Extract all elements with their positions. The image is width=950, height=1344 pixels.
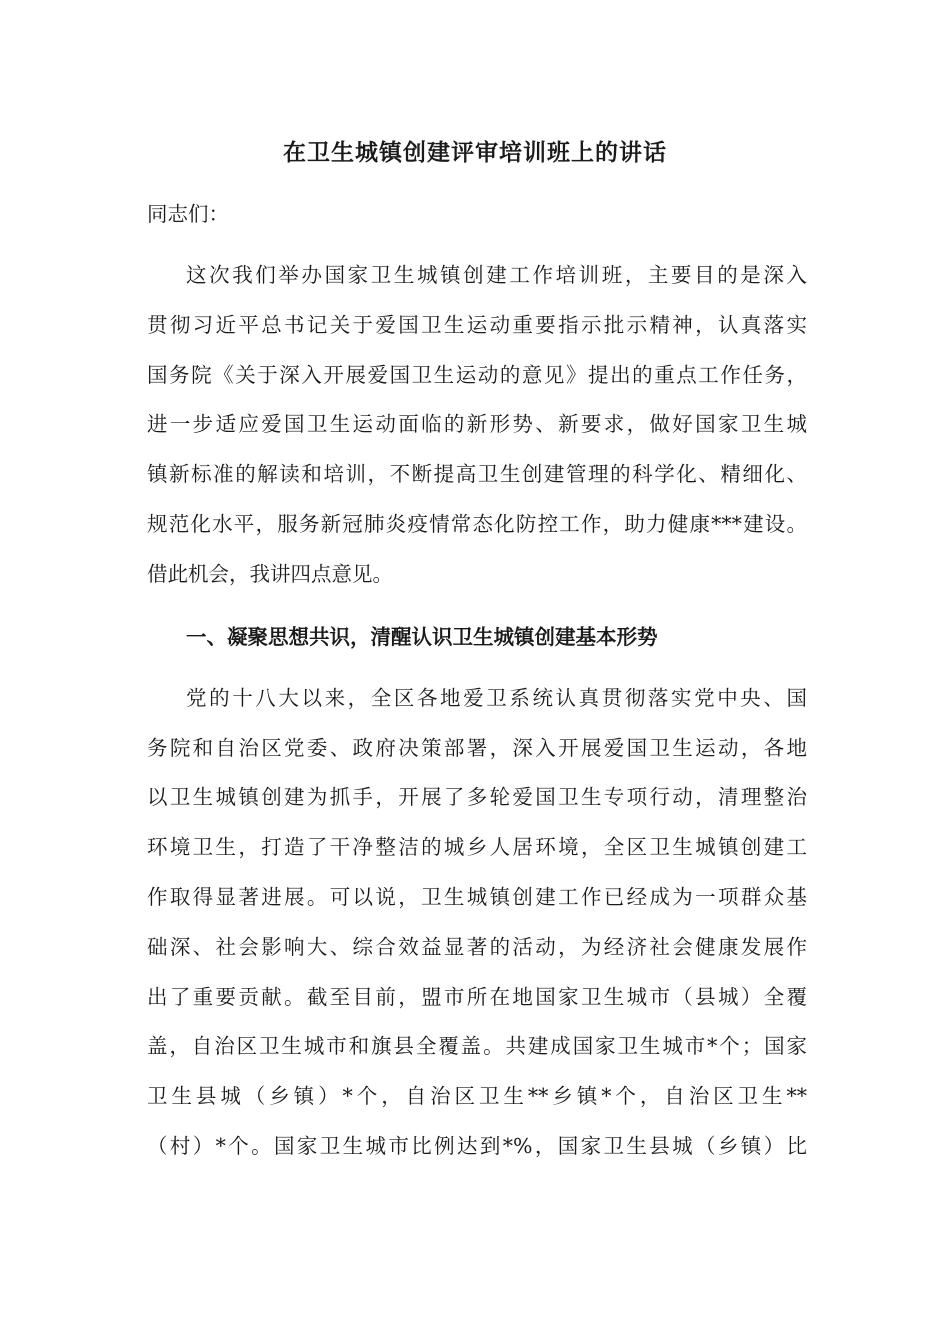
paragraph-line: 环境卫生，打造了干净整洁的城乡人居环境，全区卫生城镇创建工 bbox=[147, 835, 807, 859]
paragraph-line: 卫生县城（乡镇）*个，自治区卫生**乡镇*个，自治区卫生** bbox=[147, 1084, 807, 1108]
paragraph-line: 务院和自治区党委、政府决策部署，深入开展爱国卫生运动，各地 bbox=[147, 736, 807, 760]
paragraph-line: 出了重要贡献。截至目前，盟市所在地国家卫生城市（县城）全覆 bbox=[147, 985, 807, 1009]
salutation: 同志们： bbox=[147, 202, 229, 226]
paragraph-line: 镇新标准的解读和培训，不断提高卫生创建管理的科学化、精细化、 bbox=[147, 462, 807, 486]
paragraph-line: 规范化水平，服务新冠肺炎疫情常态化防控工作，助力健康***建设。 bbox=[147, 512, 807, 536]
paragraph-line: 作取得显著进展。可以说，卫生城镇创建工作已经成为一项群众基 bbox=[147, 885, 807, 909]
paragraph-line: 盖，自治区卫生城市和旗县全覆盖。共建成国家卫生城市*个；国家 bbox=[147, 1034, 807, 1058]
paragraph-line: 国务院《关于深入开展爱国卫生运动的意见》提出的重点工作任务， bbox=[147, 363, 807, 387]
paragraph-line: 借此机会，我讲四点意见。 bbox=[147, 562, 393, 586]
paragraph-line: 贯彻习近平总书记关于爱国卫生运动重要指示批示精神，认真落实 bbox=[147, 313, 807, 337]
paragraph-line: 础深、社会影响大、综合效益显著的活动，为经济社会健康发展作 bbox=[147, 935, 807, 959]
paragraph-line: 以卫生城镇创建为抓手，开展了多轮爱国卫生专项行动，清理整治 bbox=[147, 785, 807, 809]
paragraph-line: 党的十八大以来，全区各地爱卫系统认真贯彻落实党中央、国 bbox=[186, 686, 807, 710]
section-heading: 一、凝聚思想共识，清醒认识卫生城镇创建基本形势 bbox=[186, 625, 658, 649]
paragraph-line: 进一步适应爱国卫生运动面临的新形势、新要求，做好国家卫生城 bbox=[147, 412, 807, 436]
paragraph-line: （村）*个。国家卫生城市比例达到*%，国家卫生县城（乡镇）比 bbox=[147, 1134, 807, 1158]
paragraph-line: 这次我们举办国家卫生城镇创建工作培训班，主要目的是深入 bbox=[186, 263, 807, 287]
document-title: 在卫生城镇创建评审培训班上的讲话 bbox=[283, 139, 667, 166]
